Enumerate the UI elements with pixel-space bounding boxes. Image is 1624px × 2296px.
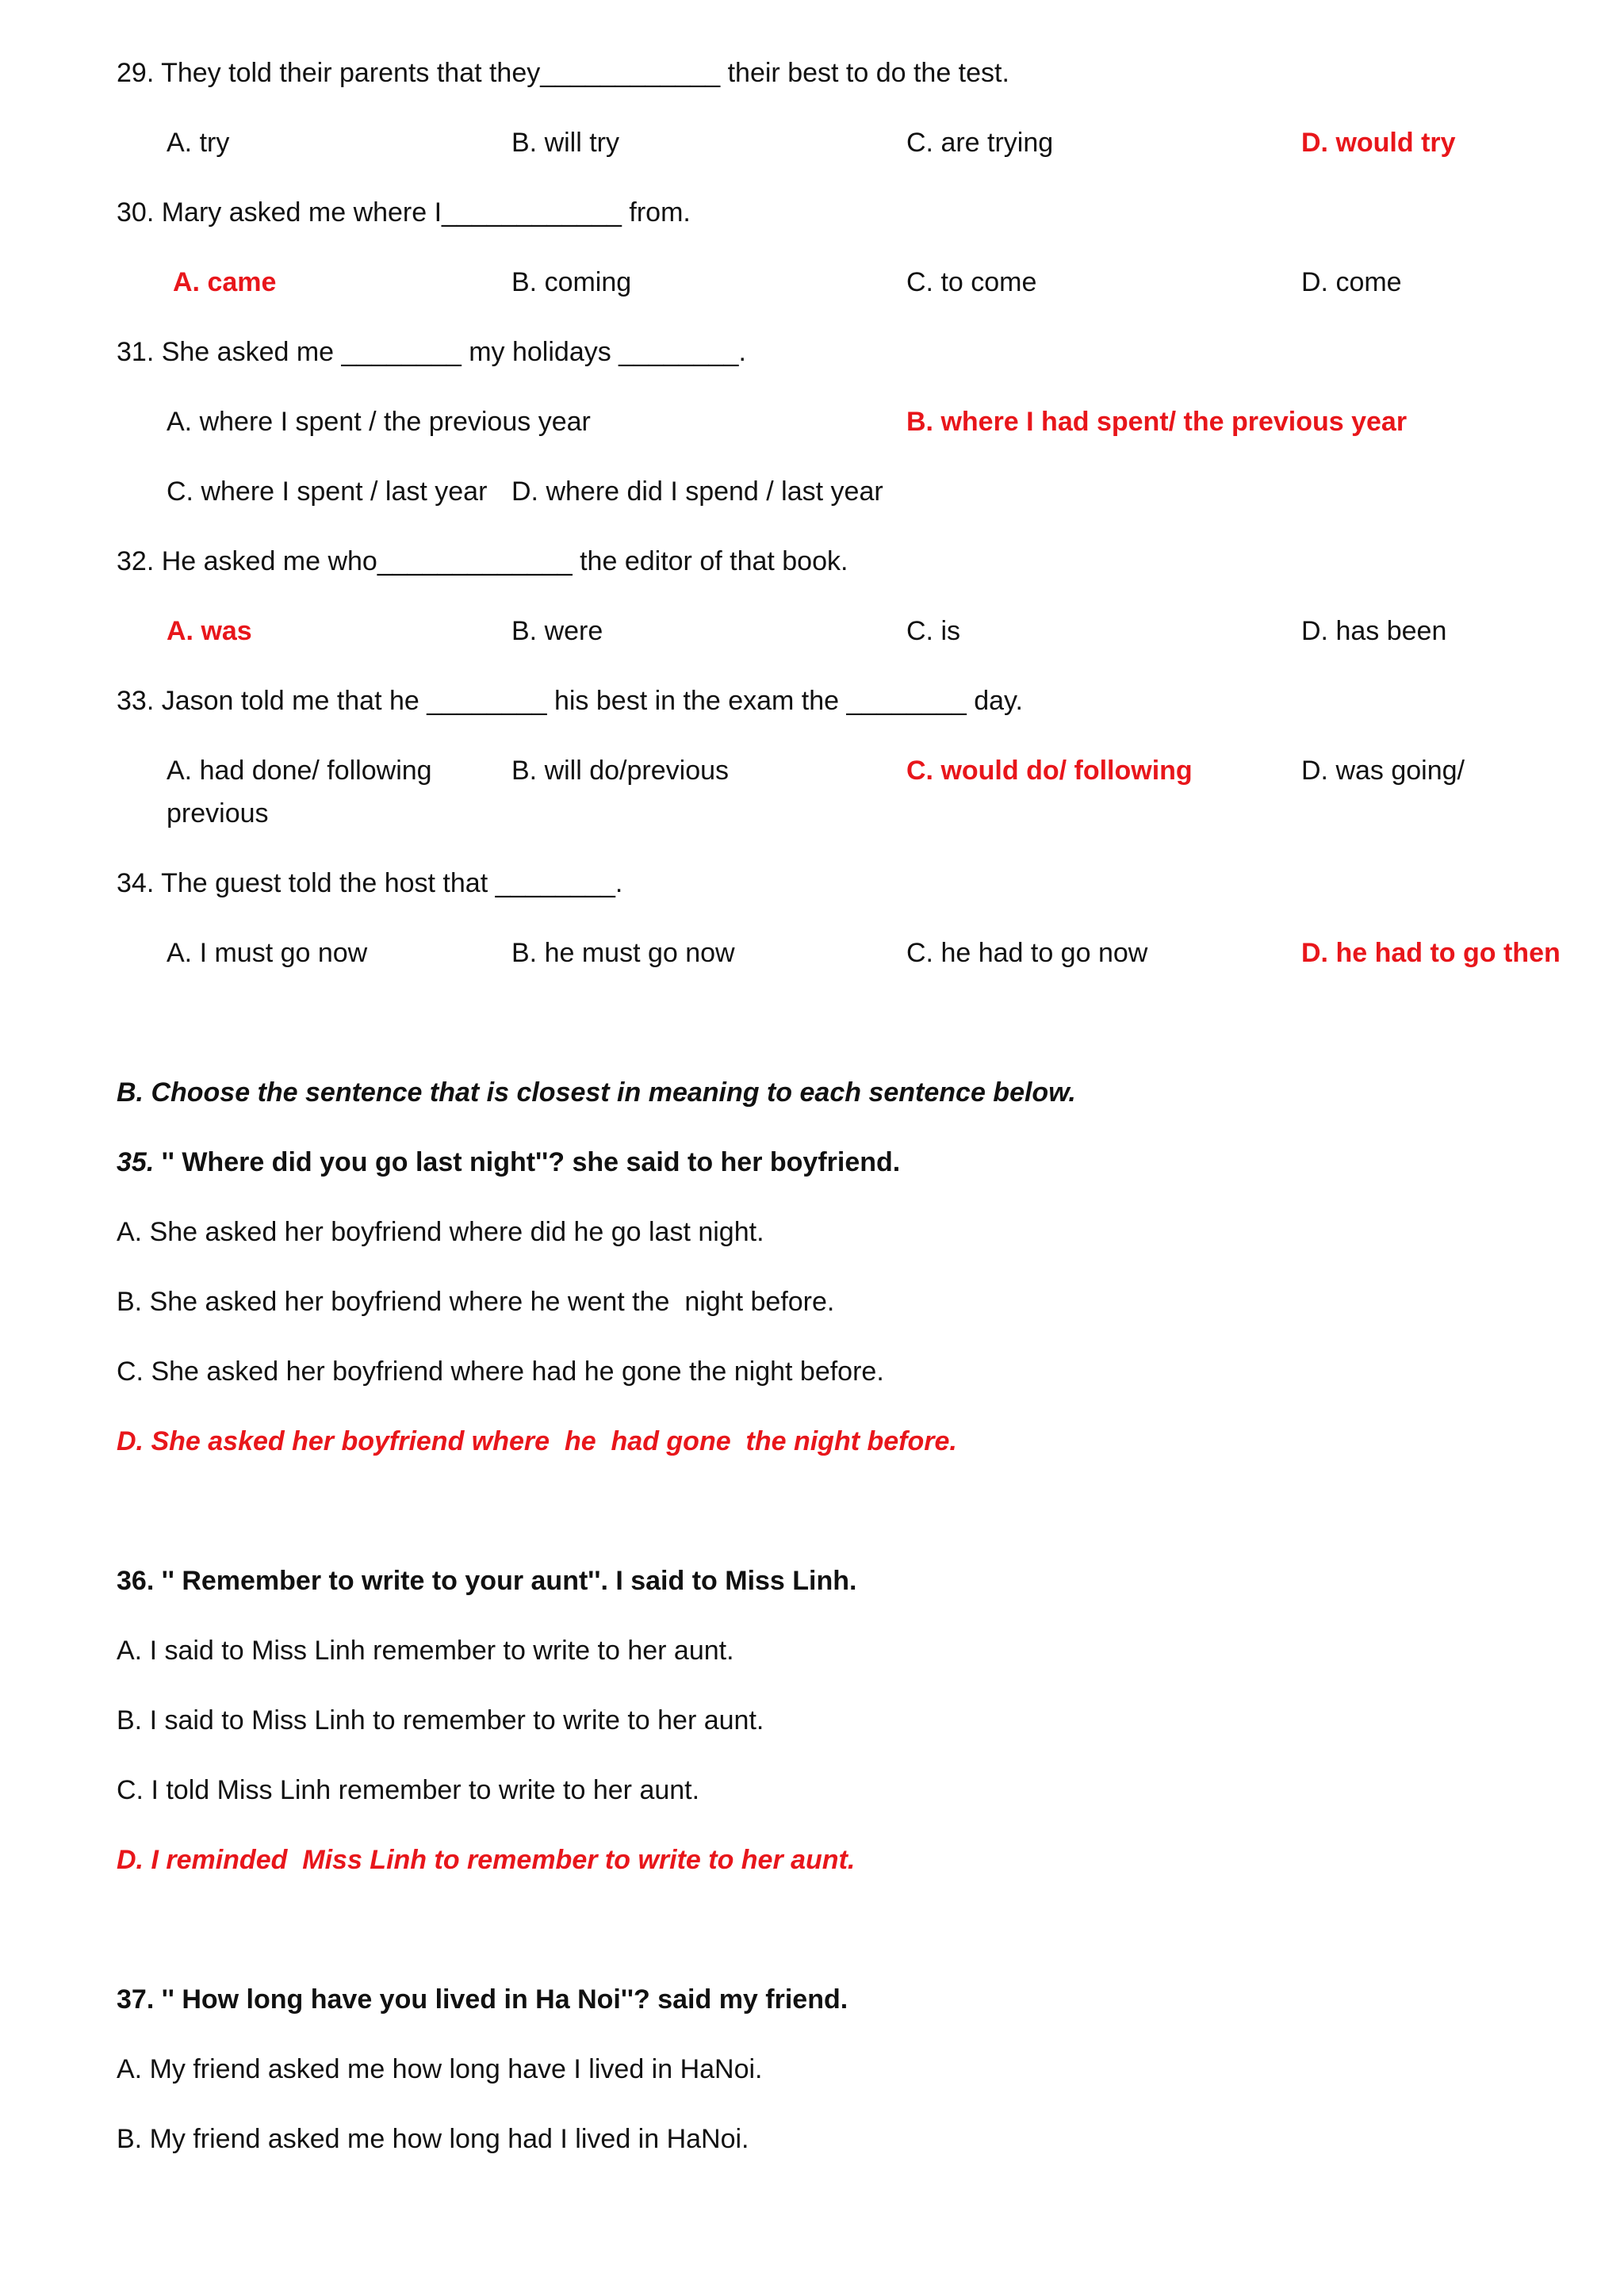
q34-option-d-answer: D. he had to go then <box>1301 938 1561 968</box>
q36-option-d-answer: D. I reminded Miss Linh to remember to write to her aunt. <box>117 1845 856 1875</box>
q34-option-b: B. he must go now <box>511 938 735 968</box>
q35-stem <box>117 1145 900 1180</box>
q29-option-d-answer: D. would try <box>1301 128 1456 158</box>
q31-option-c: C. where I spent / last year <box>167 476 488 507</box>
q33-option-d: D. was going/ <box>1301 756 1465 786</box>
q37-option-a: A. My friend asked me how long have I lived in HaNoi. <box>117 2054 763 2084</box>
q36-option-c: C. I told Miss Linh remember to write to her aunt. <box>117 1775 700 1805</box>
q29-option-b: B. will try <box>511 128 619 158</box>
q30-stem: 30. Mary asked me where I____________ from. <box>117 197 691 228</box>
q30-option-c: C. to come <box>906 267 1037 297</box>
q35-stem-text: '' Where did you go last night''? she said to her boyfriend. <box>154 1147 901 1177</box>
q36-stem: 36. '' Remember to write to your aunt''. I said to Miss Linh. <box>117 1566 857 1596</box>
q34-option-a: A. I must go now <box>167 938 368 968</box>
q35-number: 35. <box>117 1147 155 1177</box>
q32-stem: 32. He asked me who_____________ the editor of that book. <box>117 546 848 576</box>
section-b-heading: B. Choose the sentence that is closest in meaning to each sentence below. <box>117 1077 1076 1108</box>
q34-stem: 34. The guest told the host that ________. <box>117 868 623 898</box>
q33-option-c-answer: C. would do/ following <box>906 756 1193 786</box>
q37-stem: 37. '' How long have you lived in Ha Noi''? said my friend. <box>117 1984 848 2015</box>
q32-option-b: B. were <box>511 616 603 646</box>
q35-option-d-answer: D. She asked her boyfriend where he had gone the night before. <box>117 1426 957 1456</box>
q33-stem: 33. Jason told me that he ________ his best in the exam the ________ day. <box>117 686 1023 716</box>
q33-option-b: B. will do/previous <box>511 756 730 786</box>
q35-option-b: B. She asked her boyfriend where he went the night before. <box>117 1287 835 1317</box>
q32-option-c: C. is <box>906 616 960 646</box>
q35-option-c: C. She asked her boyfriend where had he gone the night before. <box>117 1357 884 1387</box>
q36-option-a: A. I said to Miss Linh remember to write to her aunt. <box>117 1636 734 1666</box>
q37-option-b: B. My friend asked me how long had I lived in HaNoi. <box>117 2124 749 2154</box>
q29-option-c: C. are trying <box>906 128 1054 158</box>
q32-option-d: D. has been <box>1301 616 1447 646</box>
q31-option-a: A. where I spent / the previous year <box>167 407 591 437</box>
q34-option-c: C. he had to go now <box>906 938 1148 968</box>
q36-option-b: B. I said to Miss Linh to remember to write to her aunt. <box>117 1705 764 1735</box>
q33-option-a: A. had done/ following <box>167 756 432 786</box>
q29-stem: 29. They told their parents that they____________ their best to do the test. <box>117 58 1009 88</box>
q29-option-a: A. try <box>167 128 230 158</box>
q31-stem: 31. She asked me ________ my holidays ________. <box>117 337 746 367</box>
q32-option-a-answer: A. was <box>167 616 252 646</box>
q30-option-a-answer: A. came <box>173 267 277 297</box>
q31-option-d: D. where did I spend / last year <box>511 476 883 507</box>
q35-option-a: A. She asked her boyfriend where did he go last night. <box>117 1217 764 1247</box>
q33-option-d-continuation: previous <box>167 798 269 828</box>
q31-option-b-answer: B. where I had spent/ the previous year <box>906 407 1408 437</box>
q30-option-b: B. coming <box>511 267 632 297</box>
q30-option-d: D. come <box>1301 267 1402 297</box>
